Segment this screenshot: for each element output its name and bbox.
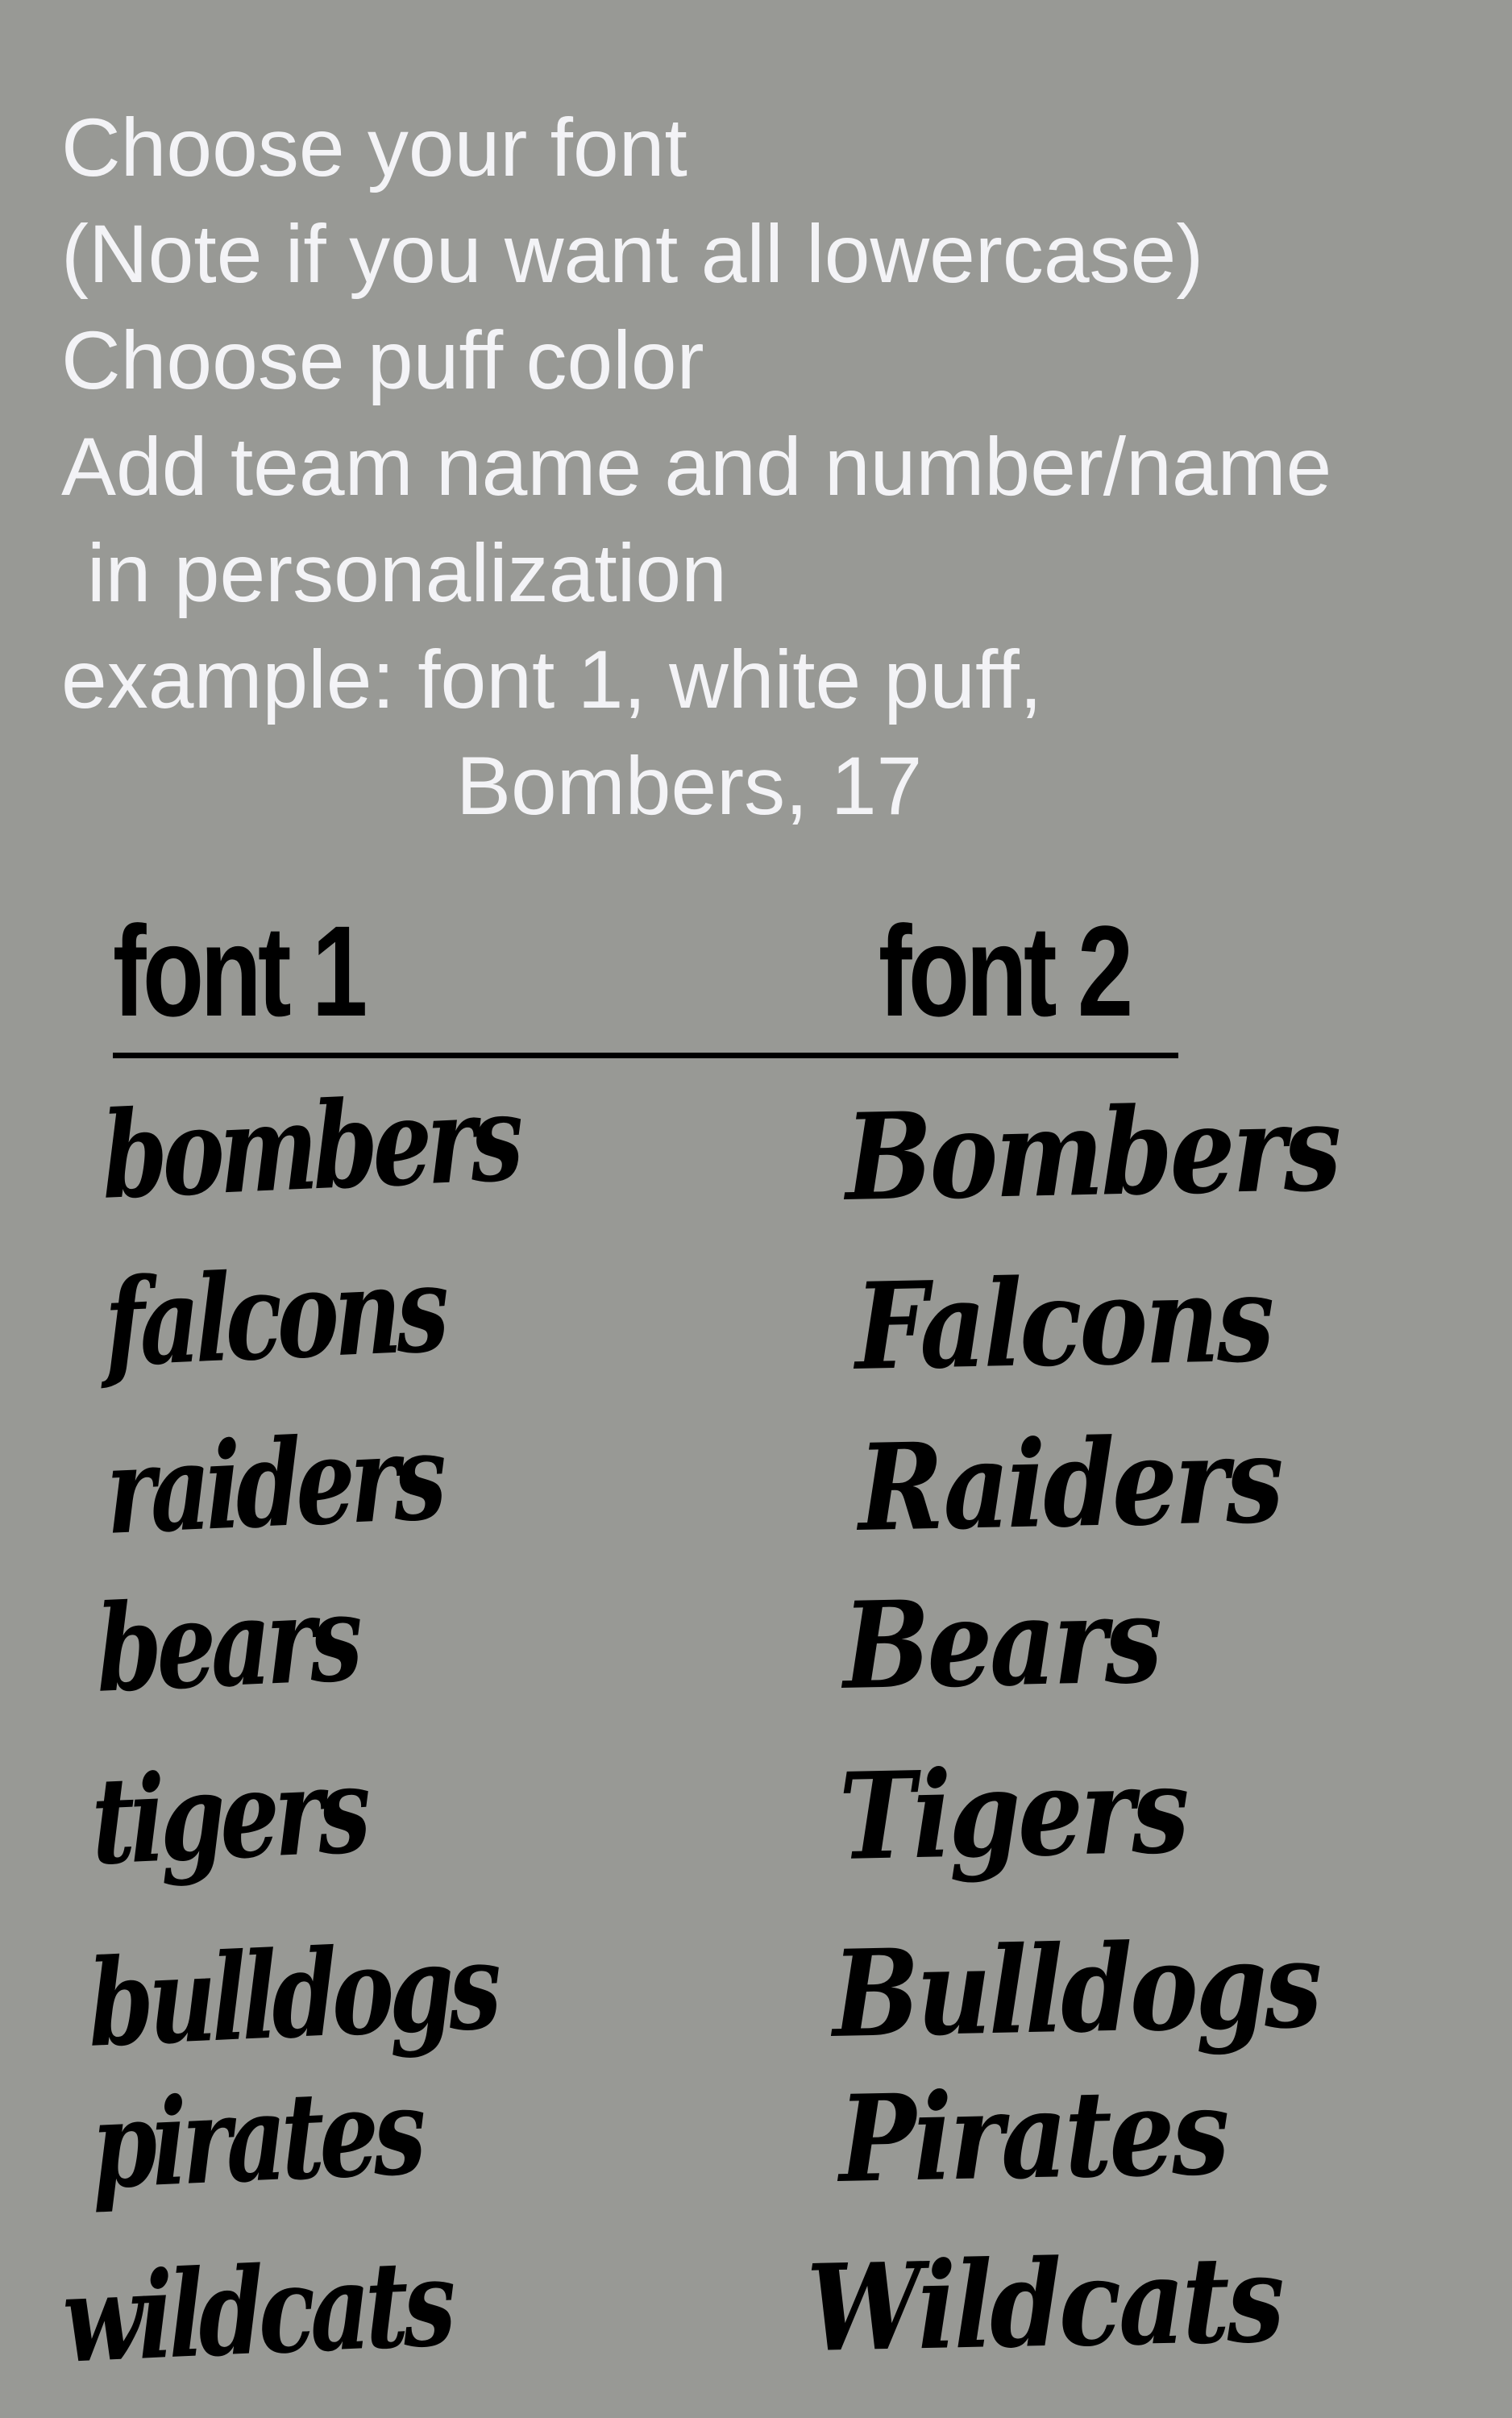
instruction-choose-font: Choose your font	[61, 102, 687, 193]
font-2-header: font 2	[879, 899, 1130, 1043]
header-divider	[113, 1053, 1178, 1058]
instruction-choose-color: Choose puff color	[61, 314, 704, 406]
font-1-sample: bulldogs	[86, 1915, 498, 2074]
font-1-sample: raiders	[104, 1406, 443, 1561]
instruction-example: example: font 1, white puff,	[61, 634, 1043, 725]
font-1-sample: falcons	[102, 1238, 446, 1394]
instruction-add-team: Add team name and number/name	[61, 421, 1332, 513]
instruction-personalization: in personalization	[87, 527, 727, 619]
font-2-sample: Bulldogs	[831, 1913, 1321, 2064]
instructions-block	[0, 0, 1512, 846]
font-2-sample: Bears	[841, 1569, 1161, 1716]
font-2-sample: Falcons	[854, 1248, 1273, 1397]
font-1-sample: bears	[94, 1567, 359, 1719]
font-2-sample: Raiders	[857, 1409, 1282, 1558]
font-1-sample: wildcats	[60, 2232, 453, 2390]
font-1-header: font 1	[113, 899, 364, 1043]
instruction-example-continued: Bombers, 17	[456, 740, 923, 832]
font-2-sample: Pirates	[837, 2061, 1228, 2209]
font-1-sample: tigers	[89, 1739, 368, 1892]
font-2-sample: Bombers	[844, 1077, 1340, 1228]
font-1-sample: pirates	[89, 2060, 423, 2216]
font-1-sample: bombers	[100, 1066, 521, 1226]
font-2-sample: Tigers	[837, 1739, 1188, 1887]
instruction-lowercase-note: (Note if you want all lowercase)	[61, 208, 1204, 300]
font-2-sample: Wildcats	[805, 2229, 1283, 2379]
